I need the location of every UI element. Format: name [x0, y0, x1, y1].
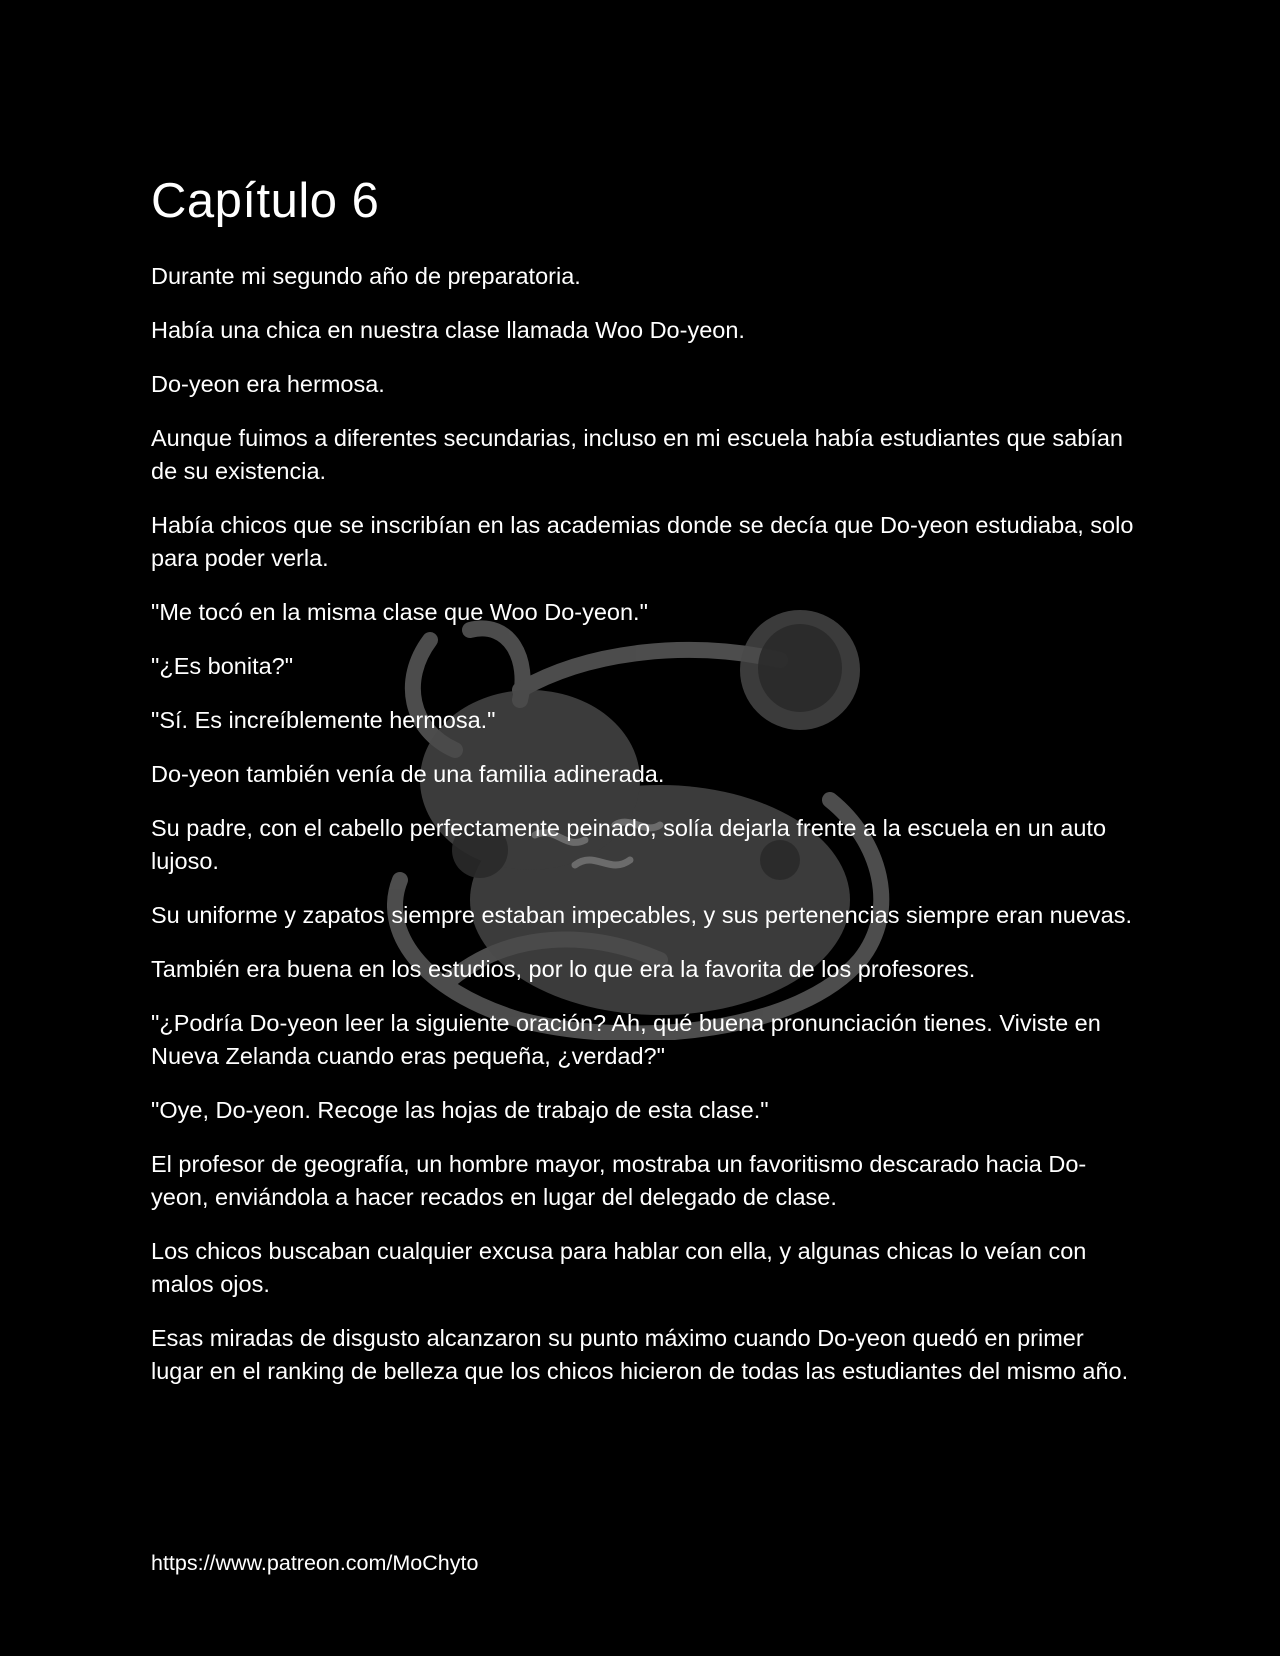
paragraph: Do-yeon también venía de una familia adinerada. [151, 761, 665, 787]
paragraph: Esas miradas de disgusto alcanzaron su punto máximo cuando Do-yeon quedó en primer lugar en el ranking de belleza que los chicos hicieron de todas las estudiantes del mismo año. [151, 1325, 1129, 1384]
paragraph: Los chicos buscaban cualquier excusa para hablar con ella, y algunas chicas lo veían con malos ojos. [151, 1238, 1087, 1297]
paragraph: Aunque fuimos a diferentes secundarias, incluso en mi escuela había estudiantes que sabían de su existencia. [151, 425, 1123, 484]
chapter-title: Capítulo 6 [151, 174, 380, 228]
paragraph: Durante mi segundo año de preparatoria. [151, 263, 581, 289]
paragraph: "Oye, Do-yeon. Recoge las hojas de trabajo de esta clase." [151, 1097, 769, 1123]
paragraph: El profesor de geografía, un hombre mayor, mostraba un favoritismo descarado hacia Do-yeon, enviándola a hacer recados en lugar del delegado de clase. [151, 1151, 1087, 1210]
paragraph: Había una chica en nuestra clase llamada Woo Do-yeon. [151, 317, 745, 343]
paragraph: Había chicos que se inscribían en las academias donde se decía que Do-yeon estudiaba, solo para poder verla. [151, 512, 1134, 571]
paragraph: "¿Podría Do-yeon leer la siguiente oración? Ah, qué buena pronunciación tienes. Viviste en Nueva Zelanda cuando eras pequeña, ¿verdad?" [151, 1010, 1101, 1069]
paragraph: "Sí. Es increíblemente hermosa." [151, 707, 496, 733]
chapter-page [151, 170, 1136, 1409]
paragraph: Su padre, con el cabello perfectamente peinado, solía dejarla frente a la escuela en un auto lujoso. [151, 815, 1107, 874]
paragraph: "Me tocó en la misma clase que Woo Do-yeon." [151, 599, 648, 625]
paragraph: "¿Es bonita?" [151, 653, 294, 679]
paragraph: Do-yeon era hermosa. [151, 371, 385, 397]
paragraph: Su uniforme y zapatos siempre estaban impecables, y sus pertenencias siempre eran nuevas. [151, 902, 1132, 928]
patreon-link[interactable]: https://www.patreon.com/MoChyto [151, 1551, 479, 1575]
paragraph: También era buena en los estudios, por lo que era la favorita de los profesores. [151, 956, 976, 982]
